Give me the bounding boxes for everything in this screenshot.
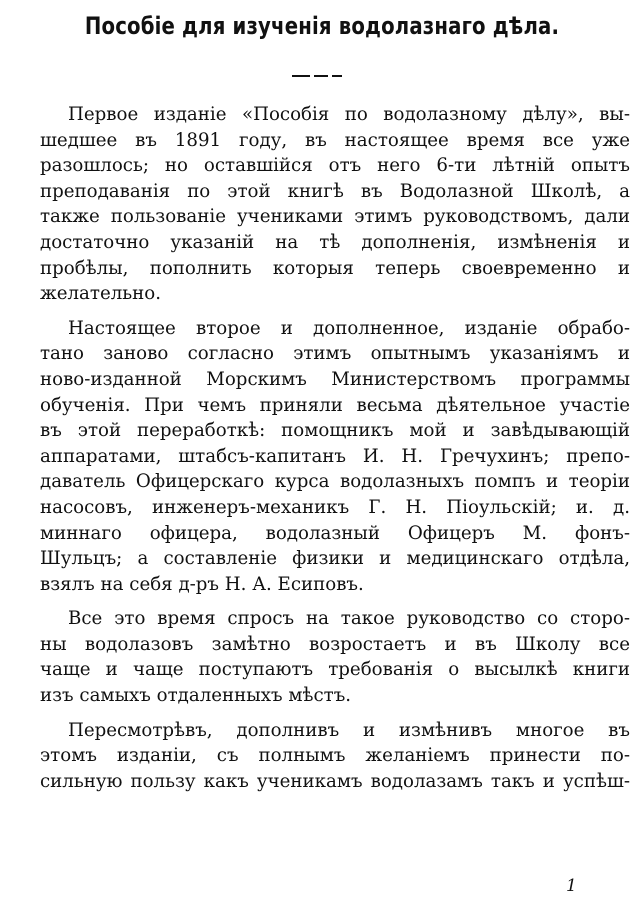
text-line: пробѣлы, пополнить которыя теперь своевременно и <box>40 257 630 279</box>
text-line: сильную пользу какъ ученикамъ водолазамъ такъ и успѣш- <box>40 770 630 792</box>
ornament-dash <box>292 75 310 77</box>
text-line: ново-изданной Морскимъ Министерствомъ программы <box>40 368 630 390</box>
text-line: Все это время спросъ на такое руководство со сторо- <box>68 608 630 630</box>
text-line: Настоящее второе и дополненное, изданіе обрабо- <box>68 317 630 339</box>
text-line: разошлось; но оставшійся отъ него 6-ти лѣтній опытъ <box>40 155 630 177</box>
text-line: достаточно указаній на тѣ дополненія, измѣненія и <box>40 231 630 253</box>
page-title: Пособіе для изученія водолазнаго дѣла. <box>84 12 560 40</box>
paragraph <box>40 102 630 307</box>
text-line: также пользованіе учениками этимъ руководствомъ, дали <box>40 206 630 228</box>
text-line: шедшее въ 1891 году, въ настоящее время все уже <box>40 129 630 151</box>
text-line: желательно. <box>40 283 162 305</box>
text-line: миннаго офицера, водолазный Офицеръ М. фонъ- <box>40 522 630 544</box>
text-line: Шульцъ; а составленіе физики и медицинскаго отдѣла, <box>40 548 630 570</box>
text-line: въ этой переработкѣ: помощникъ мой и завѣдывающій <box>40 420 630 442</box>
paragraph <box>40 606 630 708</box>
text-line: взялъ на себя д-ръ Н. А. Есиповъ. <box>40 573 364 595</box>
text-line: тано заново согласно этимъ опытнымъ указаніямъ и <box>40 343 630 365</box>
body-text <box>40 102 630 803</box>
text-line: даватель Офицерскаго курса водолазныхъ помпъ и теоріи <box>40 471 630 493</box>
text-line: чаще и чаще поступаютъ требованія о высылкѣ книги <box>40 659 630 681</box>
text-line: насосовъ, инженеръ-механикъ Г. Н. Піоульскій; и. д. <box>40 496 630 518</box>
page-number: 1 <box>566 876 577 896</box>
text-line: ны водолазовъ замѣтно возростаетъ и въ Школу все <box>40 633 630 655</box>
text-line: изъ самыхъ отдаленныхъ мѣстъ. <box>40 685 352 707</box>
text-line: Первое изданіе «Пособія по водолазному дѣлу», вы- <box>68 104 630 125</box>
ornament-dash <box>332 75 342 77</box>
text-line: этомъ изданіи, съ полнымъ желаніемъ принести по- <box>40 745 630 767</box>
title-ornament <box>292 74 342 78</box>
ornament-dash <box>314 75 328 77</box>
text-line: обученія. При чемъ приняли весьма дѣятельное участіе <box>40 394 630 416</box>
paragraph <box>40 316 630 598</box>
text-line: аппаратами, штабсъ-капитанъ И. Н. Гречухинъ; препо- <box>40 445 630 467</box>
text-line: преподаванія по этой книгѣ въ Водолазной Школѣ, а <box>40 180 630 202</box>
paragraph <box>40 718 630 795</box>
text-line: Пересмотрѣвъ, дополнивъ и измѣнивъ многое въ <box>68 719 630 741</box>
